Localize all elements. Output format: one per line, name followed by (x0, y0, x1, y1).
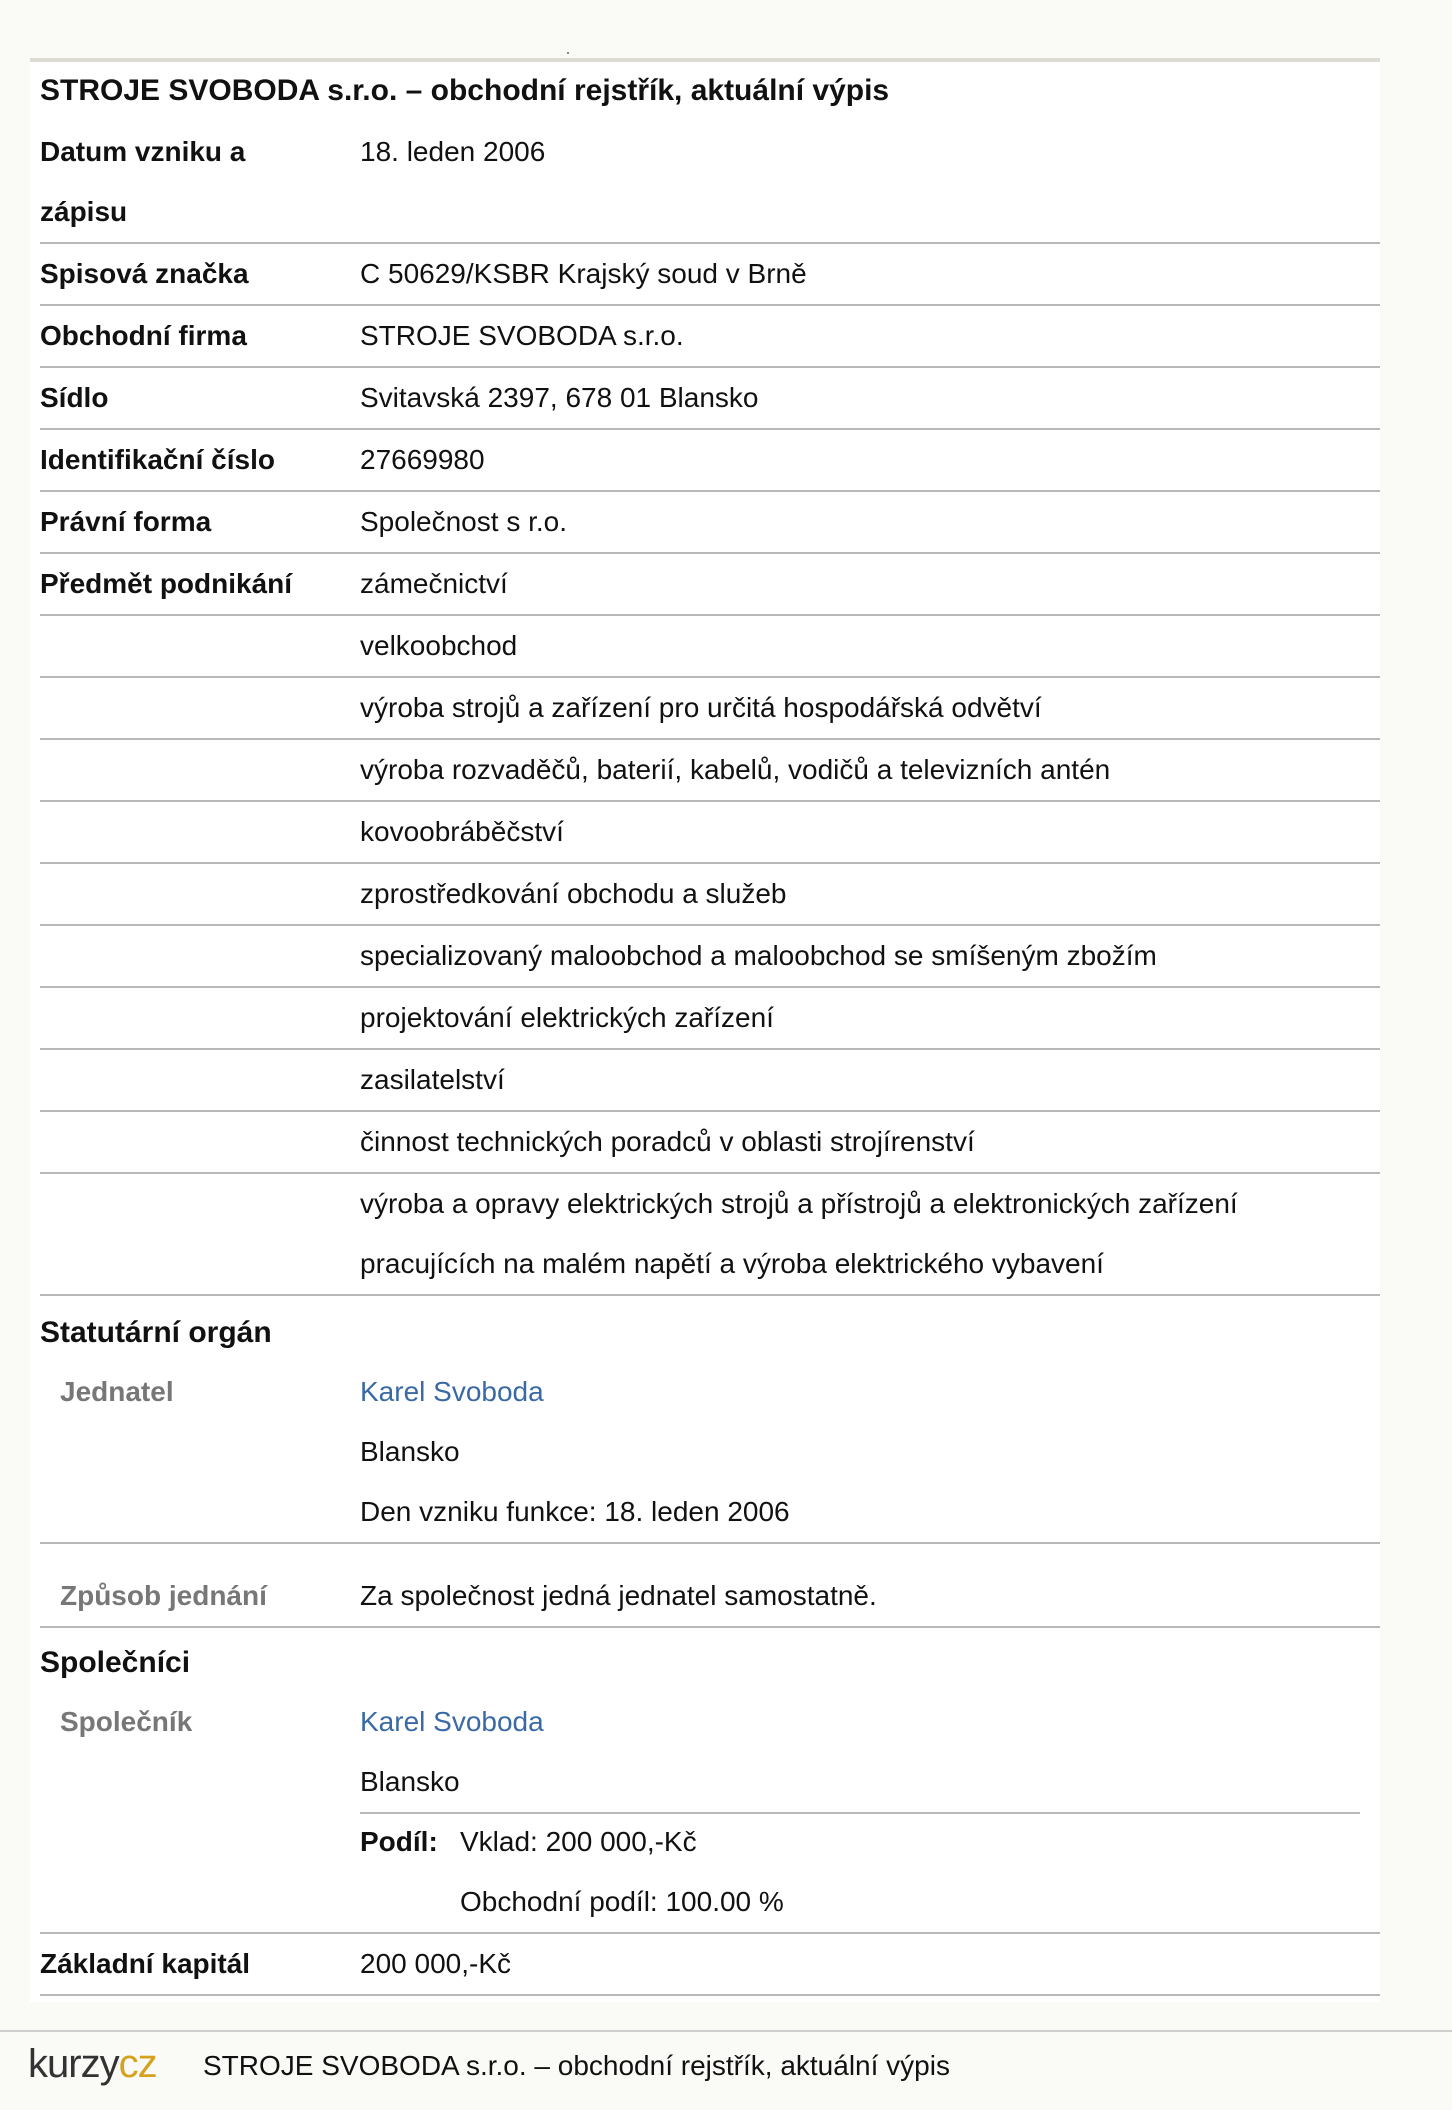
row-predmet-9 (40, 1112, 1380, 1174)
sidlo-value: Svitavská 2397, 678 01 Blansko (360, 382, 759, 413)
spisova-label: Spisová značka (40, 258, 249, 289)
page-title: STROJE SVOBODA s.r.o. – obchodní rejstřík, aktuální výpis (40, 74, 890, 107)
predmet-item: zasilatelství (360, 1064, 505, 1095)
forma-label: Právní forma (40, 506, 212, 537)
firma-label: Obchodní firma (40, 320, 247, 351)
datum-value: 18. leden 2006 (360, 136, 546, 167)
zpusob-label: Způsob jednání (60, 1580, 267, 1611)
predmet-item: výroba rozvaděčů, baterií, kabelů, vodičů a televizních antén (360, 754, 1111, 785)
row-spolecnik (40, 1692, 1380, 1934)
predmet-item: kovoobráběčství (360, 816, 564, 847)
row-predmet-8 (40, 1050, 1380, 1112)
predmet-item: velkoobchod (360, 630, 518, 661)
jednatel-city: Blansko (360, 1436, 460, 1467)
statutar-heading: Statutární orgán (40, 1316, 272, 1349)
row-predmet-4 (40, 802, 1380, 864)
row-datum (40, 122, 1380, 244)
row-ico (40, 430, 1380, 492)
row-predmet-10 (40, 1174, 1380, 1296)
spolecnik-name-link[interactable]: Karel Svoboda (360, 1706, 544, 1737)
datum-label-line2: zápisu (40, 196, 128, 227)
row-predmet-1 (40, 616, 1380, 678)
logo-text-cz: cz (118, 2042, 157, 2086)
predmet-item: zprostředkování obchodu a služeb (360, 878, 787, 909)
ico-value: 27669980 (360, 444, 485, 475)
row-predmet-7 (40, 988, 1380, 1050)
vklad-value: Vklad: 200 000,-Kč (460, 1826, 697, 1857)
predmet-label: Předmět podnikání (40, 568, 293, 599)
spolecnici-heading: Společníci (40, 1646, 191, 1679)
row-predmet-3 (40, 740, 1380, 802)
document-panel (30, 58, 1380, 2002)
row-sidlo (40, 368, 1380, 430)
predmet-item: činnost technických poradců v oblasti strojírenství (360, 1126, 975, 1157)
row-spisova (40, 244, 1380, 306)
firma-value: STROJE SVOBODA s.r.o. (360, 320, 684, 351)
jednatel-label: Jednatel (60, 1376, 174, 1407)
row-forma (40, 492, 1380, 554)
logo-text-kurzy: kurzy (28, 2042, 119, 2086)
kapital-label: Základní kapitál (40, 1948, 251, 1979)
footer-bar (0, 2030, 1452, 2110)
row-jednatel (40, 1362, 1380, 1544)
row-predmet-5 (40, 864, 1380, 926)
top-marker (567, 52, 569, 54)
ico-label: Identifikační číslo (40, 444, 275, 475)
predmet-item: výroba a opravy elektrických strojů a přístrojů a elektronických zařízení (360, 1188, 1238, 1219)
predmet-item: specializovaný maloobchod a maloobchod se smíšeným zbožím (360, 940, 1157, 971)
forma-value: Společnost s r.o. (360, 506, 568, 537)
jednatel-name-link[interactable]: Karel Svoboda (360, 1376, 544, 1407)
row-predmet-2 (40, 678, 1380, 740)
kapital-value: 200 000,-Kč (360, 1948, 511, 1979)
sidlo-label: Sídlo (40, 382, 109, 413)
spolecnik-divider (360, 1812, 1360, 1814)
jednatel-funkce: Den vzniku funkce: 18. leden 2006 (360, 1496, 790, 1527)
footer-title: STROJE SVOBODA s.r.o. – obchodní rejstřík, aktuální výpis (203, 2050, 950, 2081)
spolecnik-city: Blansko (360, 1766, 460, 1797)
kurzy-logo[interactable] (28, 2042, 157, 2087)
obchodni-podil-value: Obchodní podíl: 100.00 % (460, 1886, 784, 1917)
row-predmet-0 (40, 554, 1380, 616)
row-predmet-6 (40, 926, 1380, 988)
datum-label-line1: Datum vzniku a (40, 136, 246, 167)
spolecnik-label: Společník (60, 1706, 193, 1737)
predmet-item: projektování elektrických zařízení (360, 1002, 774, 1033)
predmet-item: zámečnictví (360, 568, 508, 599)
predmet-item: výroba strojů a zařízení pro určitá hospodářská odvětví (360, 692, 1042, 723)
row-zpusob (40, 1544, 1380, 1628)
row-kapital (40, 1934, 1380, 1996)
spisova-value: C 50629/KSBR Krajský soud v Brně (360, 258, 807, 289)
zpusob-value: Za společnost jedná jednatel samostatně. (360, 1580, 877, 1611)
predmet-item-continued: pracujících na malém napětí a výroba elektrického vybavení (360, 1248, 1104, 1279)
row-firma (40, 306, 1380, 368)
podil-label: Podíl: (360, 1826, 438, 1857)
